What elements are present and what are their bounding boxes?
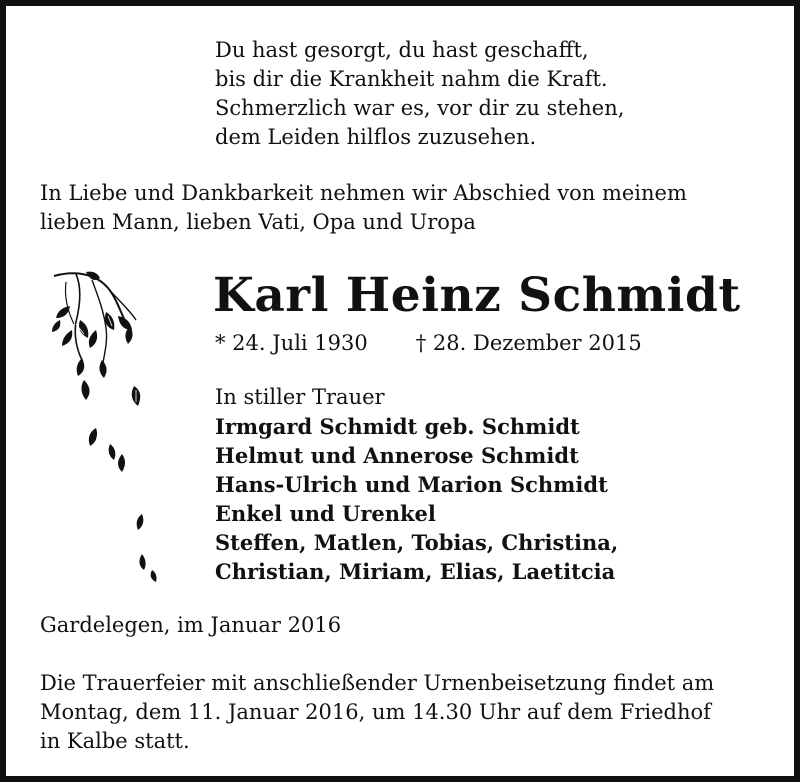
mourners-block xyxy=(215,383,618,586)
birth-date: * 24. Juli 1930 xyxy=(215,331,368,355)
mourners-intro: In stiller Trauer xyxy=(215,385,385,409)
poem-line: Du hast gesorgt, du hast geschafft, xyxy=(215,38,589,62)
life-dates xyxy=(215,329,642,358)
deceased-name: Karl Heinz Schmidt xyxy=(213,268,741,323)
service-line: Montag, dem 11. Januar 2016, um 14.30 Uhr auf dem Friedhof xyxy=(40,700,711,724)
place-and-date: Gardelegen, im Januar 2016 xyxy=(40,613,342,637)
mourner-line: Irmgard Schmidt geb. Schmidt xyxy=(215,414,580,439)
poem xyxy=(215,36,624,152)
mourner-line: Hans-Ulrich und Marion Schmidt xyxy=(215,472,608,497)
death-date: † 28. Dezember 2015 xyxy=(415,331,642,355)
mourner-line: Steffen, Matlen, Tobias, Christina, xyxy=(215,530,619,555)
service-line: Die Trauerfeier mit anschließender Urnenbeisetzung findet am xyxy=(40,671,715,695)
poem-line: bis dir die Krankheit nahm die Kraft. xyxy=(215,67,608,91)
intro-line: In Liebe und Dankbarkeit nehmen wir Abschied von meinem xyxy=(40,181,687,205)
poem-line: dem Leiden hilflos zuzusehen. xyxy=(215,125,537,149)
intro-line: lieben Mann, lieben Vati, Opa und Uropa xyxy=(40,210,476,234)
farewell-intro xyxy=(40,179,687,237)
mourner-line: Christian, Miriam, Elias, Laetitcia xyxy=(215,559,616,584)
poem-line: Schmerzlich war es, vor dir zu stehen, xyxy=(215,96,625,120)
mourner-line: Enkel und Urenkel xyxy=(215,501,436,526)
falling-leaves-branch-icon xyxy=(46,268,196,588)
service-line: in Kalbe statt. xyxy=(40,729,190,753)
funeral-service-info xyxy=(40,669,714,756)
mourner-line: Helmut und Annerose Schmidt xyxy=(215,443,579,468)
